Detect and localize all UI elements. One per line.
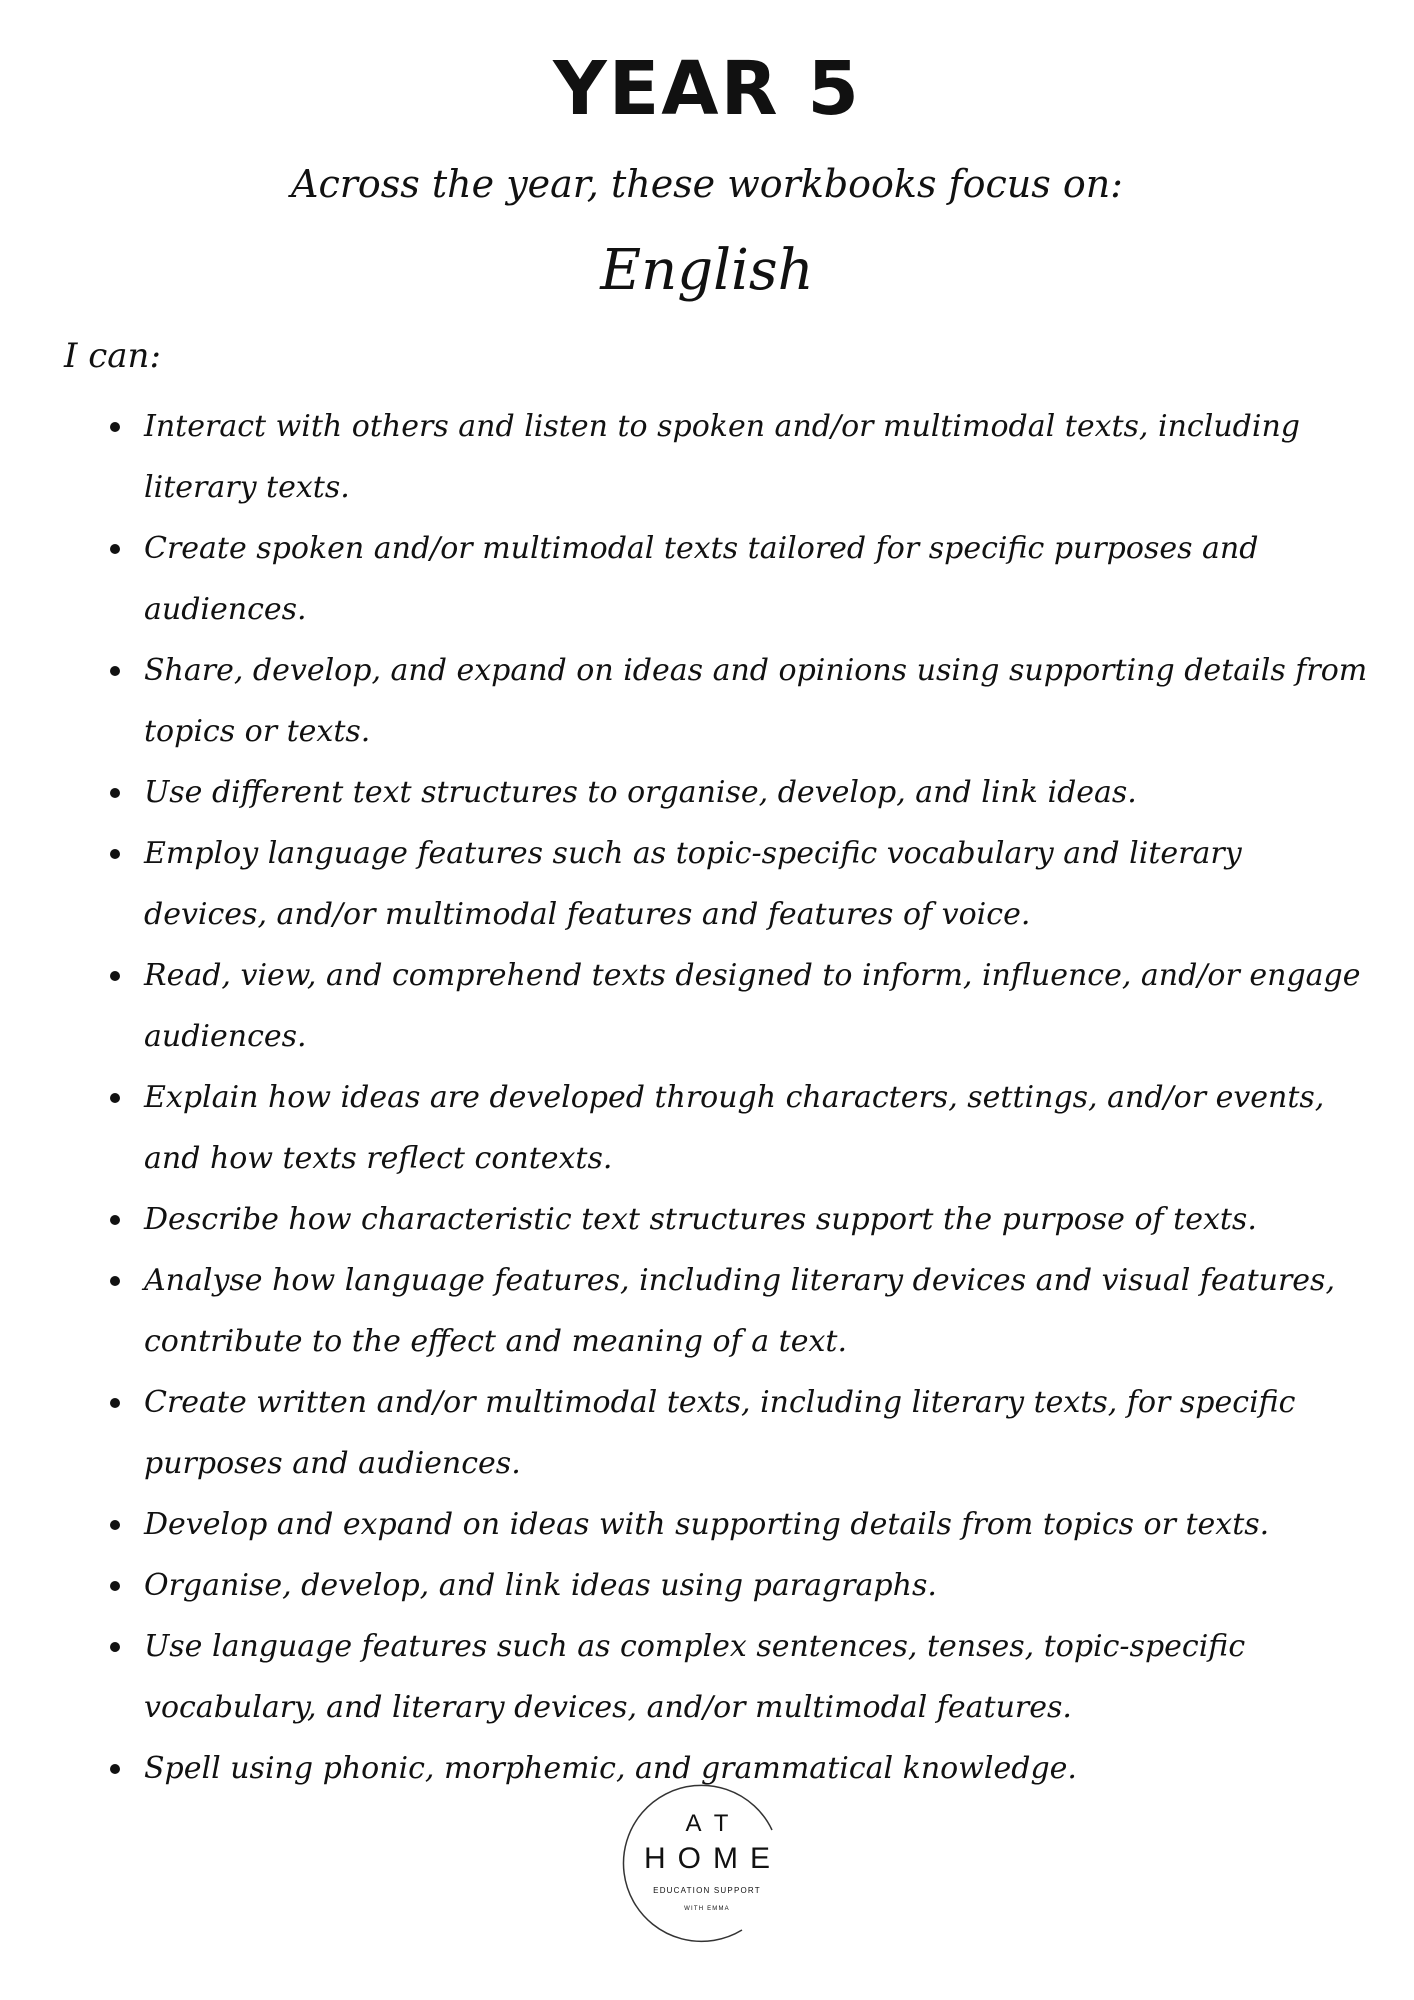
list-item: Employ language features such as topic-specific vocabulary and literary devices, and/or multimodal features and features of voice. [108, 823, 1368, 945]
list-item: Create written and/or multimodal texts, including literary texts, for specific purposes and audiences. [108, 1372, 1368, 1494]
list-item: Read, view, and comprehend texts designed to inform, influence, and/or engage audiences. [108, 945, 1368, 1067]
logo-line-education-support: EDUCATION SUPPORT [653, 1886, 761, 1895]
list-item: Develop and expand on ideas with supporting details from topics or texts. [108, 1494, 1368, 1555]
brand-logo [622, 1770, 792, 1950]
list-item: Share, develop, and expand on ideas and opinions using supporting details from topics or texts. [108, 640, 1368, 762]
list-item: Use different text structures to organise, develop, and link ideas. [108, 762, 1368, 823]
list-item: Organise, develop, and link ideas using paragraphs. [108, 1555, 1368, 1616]
list-item: Use language features such as complex sentences, tenses, topic-specific vocabulary, and literary devices, and/or multimodal features. [108, 1616, 1368, 1738]
intro-label: I can: [64, 336, 161, 376]
outcomes-list [108, 396, 1368, 1799]
list-item: Interact with others and listen to spoken and/or multimodal texts, including literary texts. [108, 396, 1368, 518]
logo-line-home: HOME [644, 1842, 782, 1875]
list-item: Spell using phonic, morphemic, and grammatical knowledge. [108, 1738, 1368, 1799]
logo-line-at: AT [685, 1810, 743, 1837]
list-item: Analyse how language features, including literary devices and visual features, contribute to the effect and meaning of a text. [108, 1250, 1368, 1372]
logo-line-with-emma: WITH EMMA [684, 1906, 730, 1912]
list-item: Create spoken and/or multimodal texts tailored for specific purposes and audiences. [108, 518, 1368, 640]
list-item: Explain how ideas are developed through characters, settings, and/or events, and how texts reflect contexts. [108, 1067, 1368, 1189]
list-item: Describe how characteristic text structures support the purpose of texts. [108, 1189, 1368, 1250]
page-subtitle: Across the year, these workbooks focus on: [291, 162, 1123, 206]
subject-heading: English [600, 238, 814, 303]
page-title: YEAR 5 [553, 46, 861, 132]
